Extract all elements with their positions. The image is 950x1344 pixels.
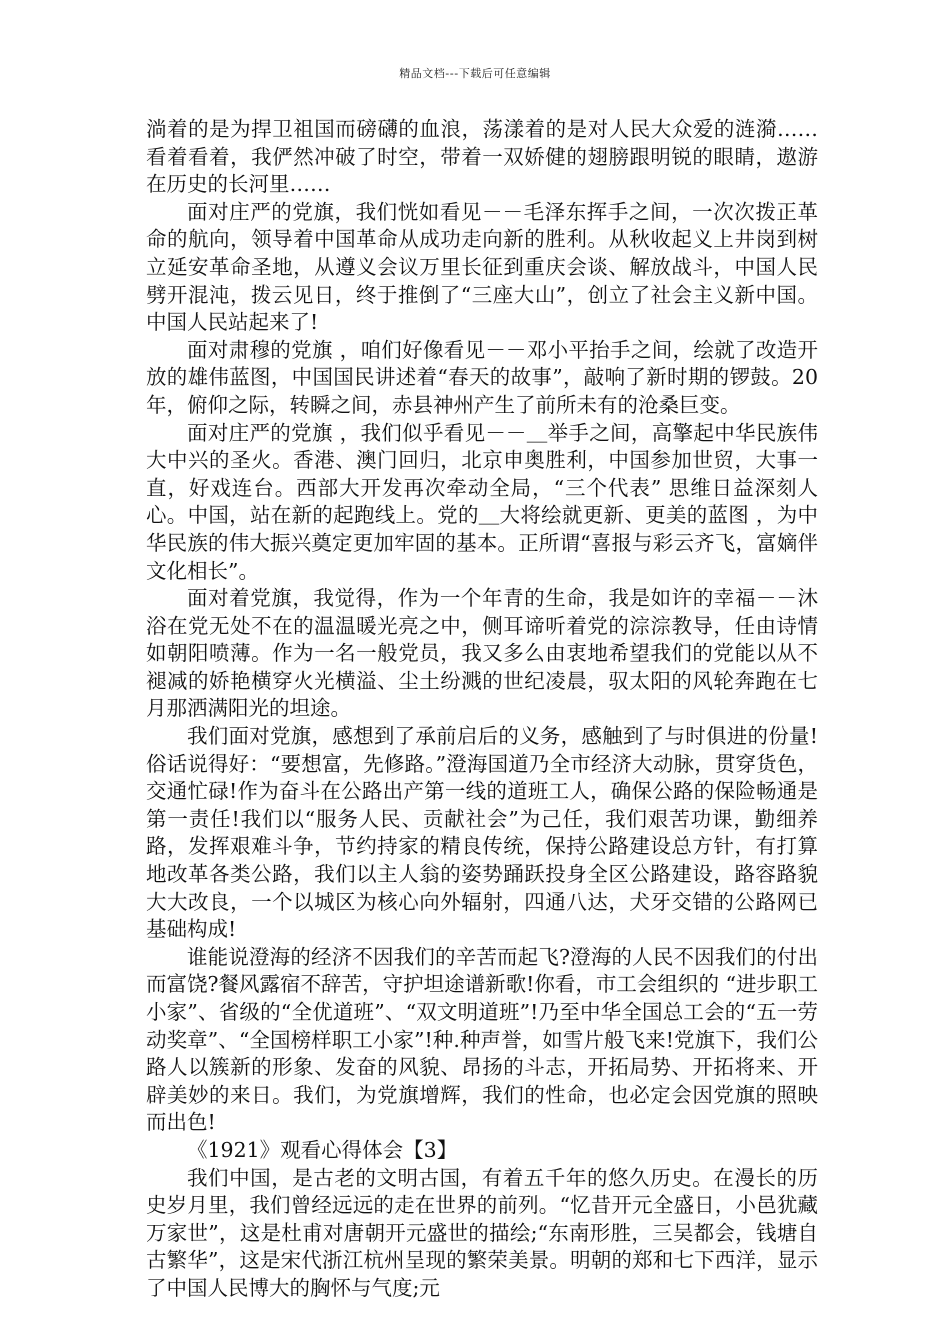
paragraph-mao: 面对庄严的党旗，我们恍如看见－－毛泽东挥手之间，一次次拨正革命的航向，领导着中国革命从成功走向新的胜利。从秋收起义上井岗到树立延安革命圣地，从遵义会议万里长征到重庆会谈、解放战斗，中国人民劈开混沌，拨云见日，终于推倒了“三座大山”，创立了社会主义新中国。中国人民站起来了! [146,199,818,335]
document-body [146,116,818,1303]
paragraph-honors: 谁能说澄海的经济不因我们的辛苦而起飞?澄海的人民不因我们的付出而富饶?餐风露宿不辞苦，守护坦途谱新歌!你看，市工会组织的 “进步职工小家”、省级的“全优道班”、“双文明道班”!乃至中华全国总工会的“五一劳动奖章”、“全国榜样职工小家”!种.种声誉，如雪片般飞来!党旗下，我们公路人以簇新的形象、发奋的风貌、昂扬的斗志，开拓局势、开拓将来、开辟美妙的来日。我们，为党旗增辉，我们的性命，也必定会因党旗的照映而出色! [146,944,818,1135]
paragraph-deng: 面对肃穆的党旗 ，咱们好像看见－－邓小平抬手之间，绘就了改造开放的雄伟蓝图，中国国民讲述着“春天的故事”，敲响了新时期的锣鼓。20年，俯仰之际，转瞬之间，赤县神州产生了前所未有的沧桑巨变。 [146,337,818,417]
paragraph-continuation: 淌着的是为捍卫祖国而磅礴的血浪，荡漾着的是对人民大众爱的涟漪……看着看着，我俨然冲破了时空，带着一双娇健的翅膀跟明锐的眼睛，遨游在历史的长河里…… [146,117,818,197]
page-header: 精品文档---下载后可任意编辑 [399,67,551,80]
section-heading: 《1921》观看心得体会【3】 [187,1137,458,1162]
paragraph-youth: 面对着党旗，我觉得，作为一个年青的生命，我是如许的幸福－－沐浴在党无处不在的温温暖光亮之中，侧耳谛听着党的淙淙教导，任由诗情如朝阳喷薄。作为一名一般党员，我又多么由衷地希望我们的党能以从不褪减的娇艳横穿火光横溢、尘土纷溅的世纪凌晨，驭太阳的风轮奔跑在七月那洒满阳光的坦途。 [146,586,818,721]
paragraph-history: 我们中国，是古老的文明古国，有着五千年的悠久历史。在漫长的历史岁月里，我们曾经远远的走在世界的前列。“忆昔开元全盛日，小邑犹藏万家世”，这是杜甫对唐朝开元盛世的描绘;“东南形胜，三吴都会，钱塘自古繁华”，这是宋代浙江杭州呈现的繁荣美景。明朝的郑和七下西洋，显示了中国人民博大的胸怀与气度;元 [146,1165,818,1300]
paragraph-new-era: 面对庄严的党旗 ，我们似乎看见－－＿举手之间，高擎起中华民族伟大中兴的圣火。香港、澳门回归，北京申奥胜利，中国参加世贸，大事一直，好戏连台。西部大开发再次牵动全局，“三个代表” 思维日益深刻人心。中国，站在新的起跑线上。党的＿大将绘就更新、更美的蓝图 ，为中华民族的伟大振兴奠定更加牢固的基本。正所谓“喜报与彩云齐飞，富嫡伴文化相长”。 [146,420,818,583]
paragraph-road-work: 我们面对党旗，感想到了承前启后的义务，感触到了与时俱进的份量!俗话说得好：“要想富，先修路。”澄海国道乃全市经济大动脉，贯穿货色，交通忙碌!作为奋斗在公路出产第一线的道班工人，确保公路的保险畅通是第一责任!我们以“服务人民、贡献社会”为己任，我们艰苦功课，勤细养路，发挥艰难斗争，节约持家的精良传统，保持公路建设总方针，有打算地改革各类公路，我们以主人翁的姿势踊跃投身全区公路建设，路容路貌大大改良，一个以城区为核心向外辐射，四通八达，犬牙交错的公路网已基础构成! [146,724,818,942]
